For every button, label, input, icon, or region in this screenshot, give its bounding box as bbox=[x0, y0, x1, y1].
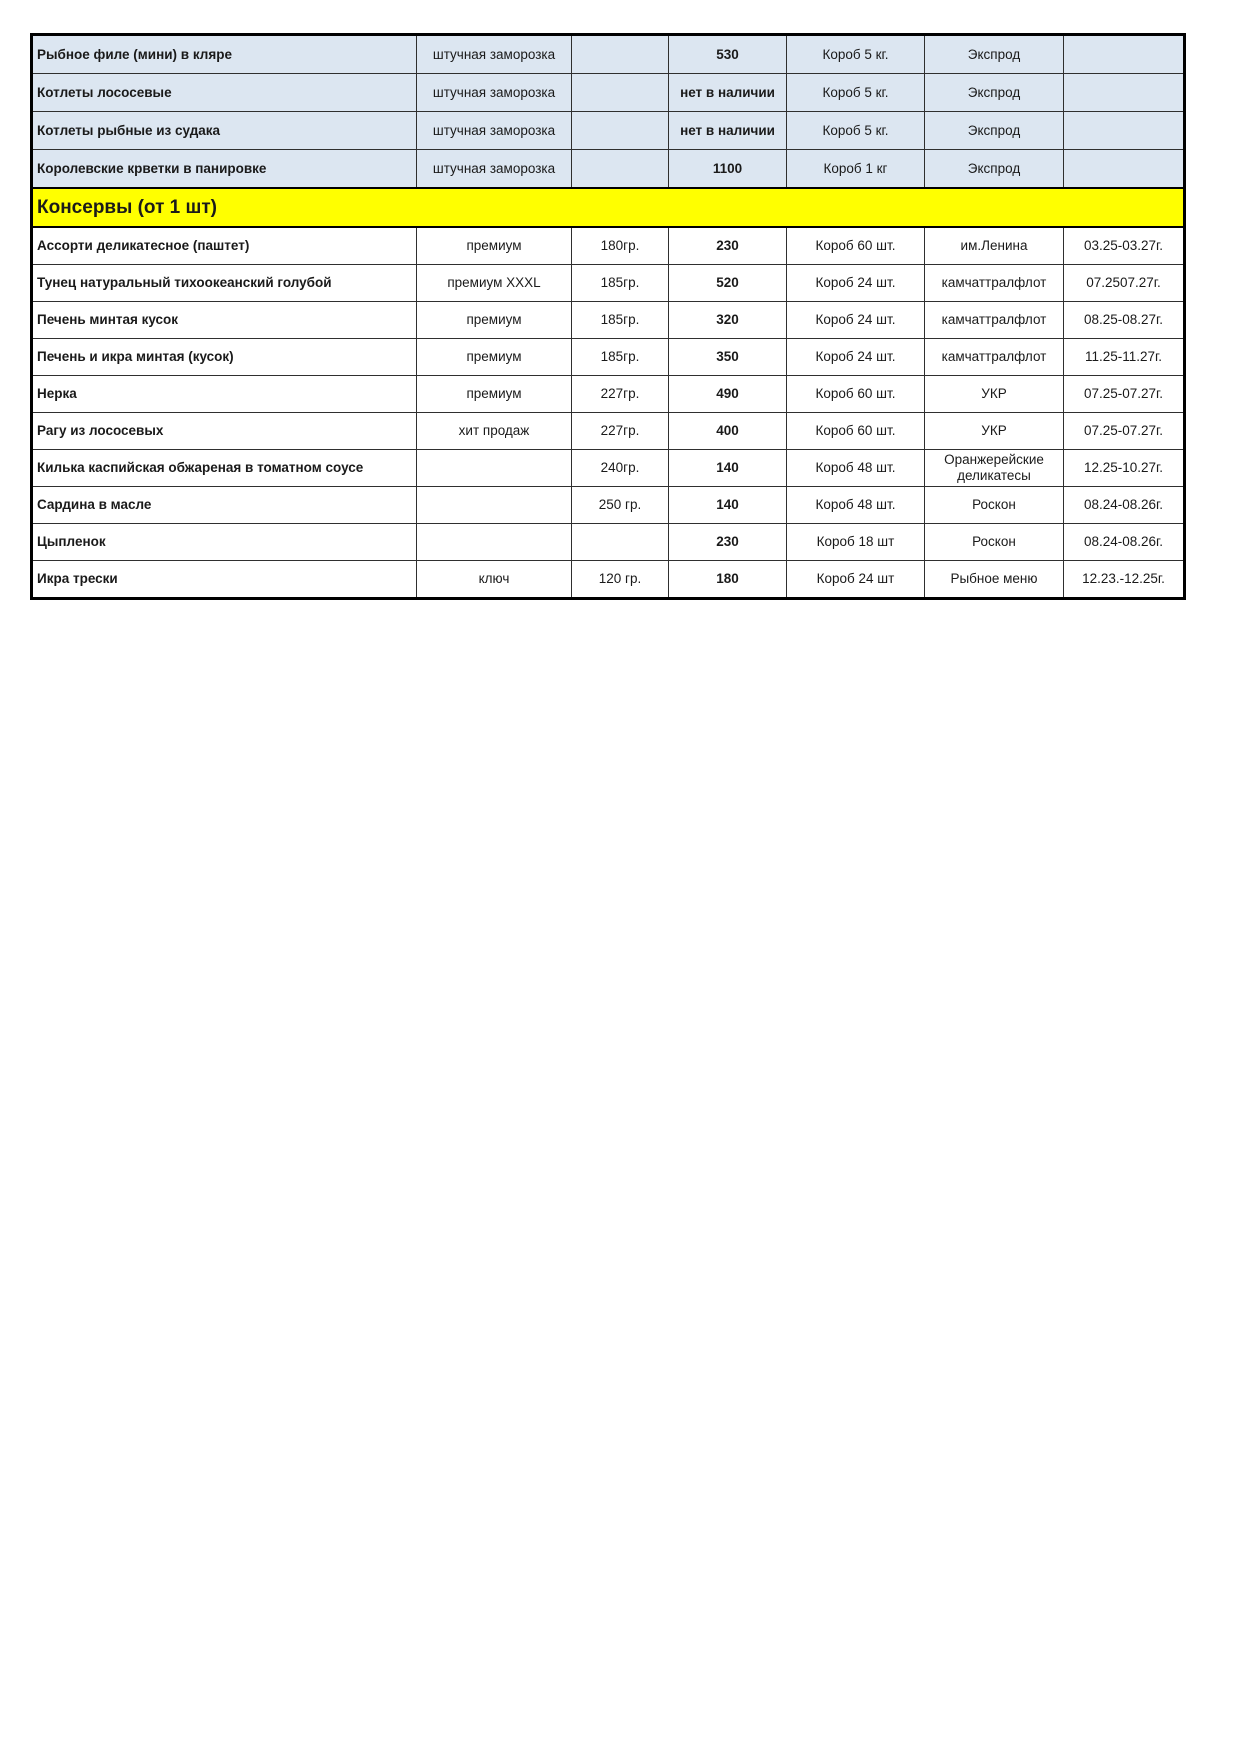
dates-cell: 07.2507.27г. bbox=[1064, 265, 1185, 302]
product-name-cell: Тунец натуральный тихоокеанский голубой bbox=[32, 265, 417, 302]
category-cell: ключ bbox=[417, 561, 572, 599]
dates-cell bbox=[1064, 112, 1185, 150]
producer-cell: Экспрод bbox=[925, 35, 1064, 74]
section-row bbox=[32, 188, 1185, 227]
table-row bbox=[32, 561, 1185, 599]
category-cell: хит продаж bbox=[417, 413, 572, 450]
dates-cell bbox=[1064, 150, 1185, 189]
price-table bbox=[30, 33, 1186, 600]
product-name-cell: Ассорти деликатесное (паштет) bbox=[32, 227, 417, 265]
price-cell: 140 bbox=[669, 487, 787, 524]
product-name-cell: Сардина в масле bbox=[32, 487, 417, 524]
price-cell: 520 bbox=[669, 265, 787, 302]
dates-cell: 07.25-07.27г. bbox=[1064, 376, 1185, 413]
product-name-cell: Килька каспийская обжареная в томатном соусе bbox=[32, 450, 417, 487]
price-cell: 1100 bbox=[669, 150, 787, 189]
category-cell: премиум bbox=[417, 339, 572, 376]
weight-cell: 240гр. bbox=[572, 450, 669, 487]
weight-cell: 120 гр. bbox=[572, 561, 669, 599]
price-cell: 490 bbox=[669, 376, 787, 413]
producer-cell: Роскон bbox=[925, 487, 1064, 524]
pack-cell: Короб 24 шт bbox=[787, 561, 925, 599]
price-cell: 230 bbox=[669, 227, 787, 265]
pack-cell: Короб 48 шт. bbox=[787, 450, 925, 487]
price-cell: 140 bbox=[669, 450, 787, 487]
product-name-cell: Печень минтая кусок bbox=[32, 302, 417, 339]
price-cell: 320 bbox=[669, 302, 787, 339]
table-row bbox=[32, 450, 1185, 487]
weight-cell bbox=[572, 74, 669, 112]
price-cell: 350 bbox=[669, 339, 787, 376]
table-row bbox=[32, 150, 1185, 189]
price-cell: 180 bbox=[669, 561, 787, 599]
pack-cell: Короб 24 шт. bbox=[787, 302, 925, 339]
section-header: Консервы (от 1 шт) bbox=[32, 188, 1185, 227]
producer-cell: Экспрод bbox=[925, 112, 1064, 150]
pack-cell: Короб 48 шт. bbox=[787, 487, 925, 524]
pack-cell: Короб 24 шт. bbox=[787, 339, 925, 376]
product-name-cell: Печень и икра минтая (кусок) bbox=[32, 339, 417, 376]
dates-cell bbox=[1064, 74, 1185, 112]
product-name-cell: Рагу из лососевых bbox=[32, 413, 417, 450]
category-cell: премиум bbox=[417, 227, 572, 265]
category-cell: премиум bbox=[417, 376, 572, 413]
product-name-cell: Котлеты рыбные из судака bbox=[32, 112, 417, 150]
category-cell bbox=[417, 487, 572, 524]
table-row bbox=[32, 302, 1185, 339]
table-row bbox=[32, 524, 1185, 561]
product-name-cell: Королевские крветки в панировке bbox=[32, 150, 417, 189]
dates-cell: 07.25-07.27г. bbox=[1064, 413, 1185, 450]
price-cell: нет в наличии bbox=[669, 74, 787, 112]
producer-cell: Оранжерейские деликатесы bbox=[925, 450, 1064, 487]
weight-cell: 180гр. bbox=[572, 227, 669, 265]
weight-cell: 250 гр. bbox=[572, 487, 669, 524]
weight-cell: 185гр. bbox=[572, 339, 669, 376]
category-cell: штучная заморозка bbox=[417, 150, 572, 189]
producer-cell: Экспрод bbox=[925, 74, 1064, 112]
weight-cell: 227гр. bbox=[572, 376, 669, 413]
producer-cell: Роскон bbox=[925, 524, 1064, 561]
product-name-cell: Котлеты лососевые bbox=[32, 74, 417, 112]
table-row bbox=[32, 74, 1185, 112]
product-name-cell: Рыбное филе (мини) в кляре bbox=[32, 35, 417, 74]
category-cell: штучная заморозка bbox=[417, 35, 572, 74]
pack-cell: Короб 1 кг bbox=[787, 150, 925, 189]
category-cell bbox=[417, 450, 572, 487]
pack-cell: Короб 60 шт. bbox=[787, 413, 925, 450]
product-name-cell: Нерка bbox=[32, 376, 417, 413]
pack-cell: Короб 60 шт. bbox=[787, 376, 925, 413]
section-header-body bbox=[32, 188, 1185, 227]
weight-cell: 185гр. bbox=[572, 265, 669, 302]
category-cell: премиум XXXL bbox=[417, 265, 572, 302]
product-name-cell: Цыпленок bbox=[32, 524, 417, 561]
price-cell: 230 bbox=[669, 524, 787, 561]
price-cell: 400 bbox=[669, 413, 787, 450]
dates-cell: 12.25-10.27г. bbox=[1064, 450, 1185, 487]
dates-cell bbox=[1064, 35, 1185, 74]
producer-cell: УКР bbox=[925, 376, 1064, 413]
table-row bbox=[32, 265, 1185, 302]
frozen-products-section bbox=[32, 35, 1185, 189]
dates-cell: 11.25-11.27г. bbox=[1064, 339, 1185, 376]
category-cell: премиум bbox=[417, 302, 572, 339]
table-row bbox=[32, 35, 1185, 74]
producer-cell: камчаттралфлот bbox=[925, 265, 1064, 302]
weight-cell bbox=[572, 35, 669, 74]
producer-cell: камчаттралфлот bbox=[925, 302, 1064, 339]
price-cell: нет в наличии bbox=[669, 112, 787, 150]
product-name-cell: Икра трески bbox=[32, 561, 417, 599]
producer-cell: УКР bbox=[925, 413, 1064, 450]
pack-cell: Короб 5 кг. bbox=[787, 112, 925, 150]
dates-cell: 08.24-08.26г. bbox=[1064, 487, 1185, 524]
canned-products-section bbox=[32, 227, 1185, 599]
pack-cell: Короб 5 кг. bbox=[787, 35, 925, 74]
weight-cell bbox=[572, 150, 669, 189]
producer-cell: Рыбное меню bbox=[925, 561, 1064, 599]
table-row bbox=[32, 112, 1185, 150]
weight-cell bbox=[572, 112, 669, 150]
category-cell bbox=[417, 524, 572, 561]
table-row bbox=[32, 487, 1185, 524]
producer-cell: камчаттралфлот bbox=[925, 339, 1064, 376]
table-row bbox=[32, 227, 1185, 265]
dates-cell: 08.25-08.27г. bbox=[1064, 302, 1185, 339]
dates-cell: 12.23.-12.25г. bbox=[1064, 561, 1185, 599]
pack-cell: Короб 60 шт. bbox=[787, 227, 925, 265]
weight-cell bbox=[572, 524, 669, 561]
pack-cell: Короб 24 шт. bbox=[787, 265, 925, 302]
table-row bbox=[32, 413, 1185, 450]
weight-cell: 227гр. bbox=[572, 413, 669, 450]
producer-cell: им.Ленина bbox=[925, 227, 1064, 265]
pack-cell: Короб 18 шт bbox=[787, 524, 925, 561]
dates-cell: 08.24-08.26г. bbox=[1064, 524, 1185, 561]
table-row bbox=[32, 376, 1185, 413]
price-cell: 530 bbox=[669, 35, 787, 74]
category-cell: штучная заморозка bbox=[417, 74, 572, 112]
category-cell: штучная заморозка bbox=[417, 112, 572, 150]
producer-cell: Экспрод bbox=[925, 150, 1064, 189]
dates-cell: 03.25-03.27г. bbox=[1064, 227, 1185, 265]
price-list-sheet bbox=[30, 33, 1186, 600]
weight-cell: 185гр. bbox=[572, 302, 669, 339]
pack-cell: Короб 5 кг. bbox=[787, 74, 925, 112]
table-row bbox=[32, 339, 1185, 376]
